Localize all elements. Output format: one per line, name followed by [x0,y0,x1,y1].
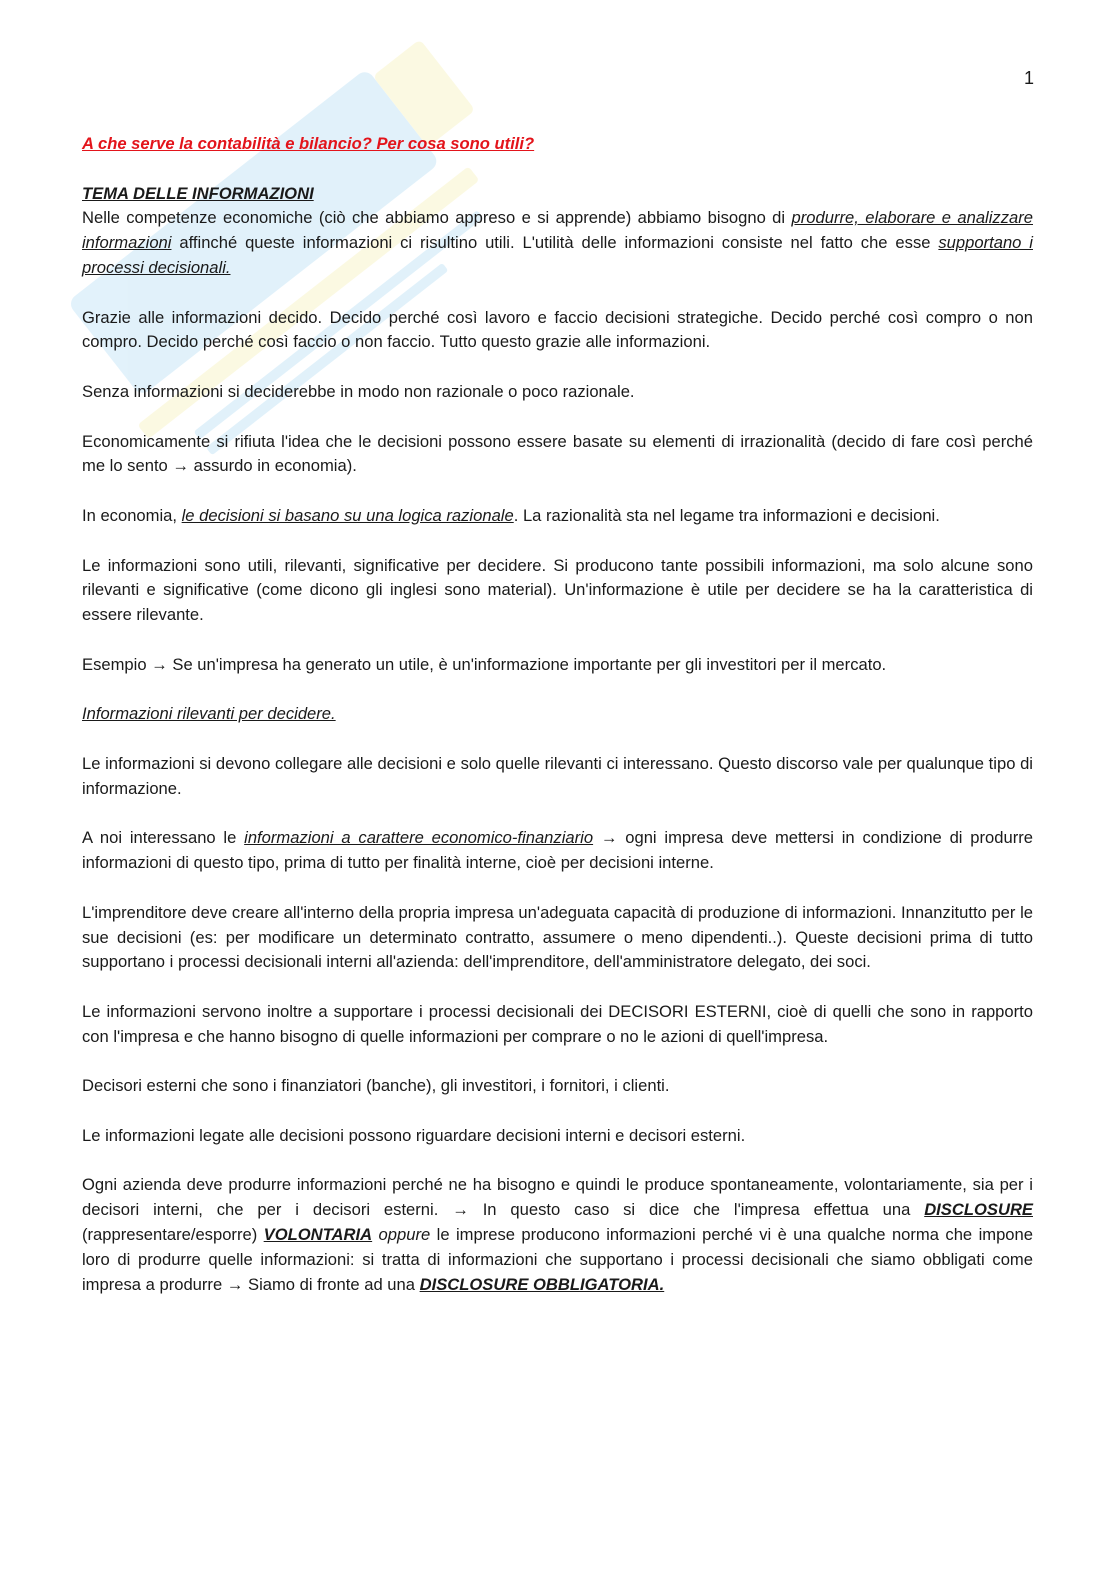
p10-text-c: → ogni impresa deve mettersi in condizione di produrre informazioni di questo tipo, prima di tutto per finalità interne, cioè per decisioni interne. [82,828,1033,873]
paragraph-11: L'imprenditore deve creare all'interno della propria impresa un'adeguata capacità di produzione di informazioni. Innanzitutto per le sue decisioni (es: per modificare un determinato contratto, assumere o meno dipendenti..). Queste decisioni prima di tutto supportano i processi decisionali interni all'azienda: dell'imprenditore, dell'amministratore delegato, dei soci. [82,902,1033,972]
p8-emphasis: Informazioni rilevanti per decidere. [82,704,336,724]
p15-volontaria-term: VOLONTARIA [263,1225,373,1245]
paragraph-10 [82,826,1033,876]
p10-emphasis-b: informazioni a carattere economico-finanziario [244,828,594,848]
p5-emphasis-b: le decisioni si basano su una logica razionale [181,505,514,525]
p10-text-a: A noi interessano le [82,828,245,848]
paragraph-15 [82,1173,1033,1297]
p15-disclosure-term: DISCLOSURE [924,1200,1033,1220]
paragraph-8 [82,702,1033,727]
p15-obbligatoria-term: DISCLOSURE OBBLIGATORIA. [419,1274,665,1294]
page-number: 1 [1023,68,1034,88]
p5-text-a: In economia, [82,505,182,525]
p15-text-f: le imprese producono informazioni perché vi è una qualche norma che impone loro di produrre quelle informazioni: si tratta di informazioni che supportano i processi decisionali che siamo obbligati come impresa a produrre → Siamo di fronte ad una [82,1225,1033,1294]
paragraph-7: Esempio → Se un'impresa ha generato un utile, è un'informazione importante per gli investitori per il mercato. [82,654,887,674]
paragraph-9: Le informazioni si devono collegare alle decisioni e solo quelle rilevanti ci interessano. Questo discorso vale per qualunque tipo di informazione. [82,753,1033,798]
p15-text-c: (rappresentare/esporre) [82,1225,264,1245]
p1-text-a: Nelle competenze economiche (ciò che abbiamo appreso e si apprende) abbiamo bisogno di [82,208,792,228]
paragraph-6: Le informazioni sono utili, rilevanti, significative per decidere. Si producono tante possibili informazioni, ma solo alcune sono rilevanti e significative (come dicono gli inglesi sono material). Un'informazione è utile per decidere se ha la caratteristica di essere rilevante. [82,555,1033,625]
paragraph-1 [82,206,1033,280]
section-heading-text: TEMA DELLE INFORMAZIONI [82,183,314,203]
document-title-text: A che serve la contabilità e bilancio? Per cosa sono utili? [82,134,535,153]
document-body [82,132,1033,1297]
p15-oppure: oppure [372,1225,431,1245]
paragraph-13: Decisori esterni che sono i finanziatori (banche), gli investitori, i fornitori, i clienti. [82,1076,670,1096]
section-heading [82,182,1033,207]
p5-text-c: . La razionalità sta nel legame tra informazioni e decisioni. [513,505,940,525]
paragraph-2: Grazie alle informazioni decido. Decido perché così lavoro e faccio decisioni strategiche. Decido perché così compro o non compro. Decido perché così faccio o non faccio. Tutto questo grazie alle informazioni. [82,307,1033,352]
paragraph-14: Le informazioni legate alle decisioni possono riguardare decisioni interni e decisori esterni. [82,1125,746,1145]
p1-emphasis-b: produrre, elaborare e analizzare informazioni [82,208,1033,253]
paragraph-4: Economicamente si rifiuta l'idea che le decisioni possono essere basate su elementi di irrazionalità (decido di fare così perché me lo sento → assurdo in economia). [82,431,1033,476]
paragraph-3: Senza informazioni si deciderebbe in modo non razionale o poco razionale. [82,381,635,401]
document-title [82,132,1033,157]
paragraph-12: Le informazioni servono inoltre a supportare i processi decisionali dei DECISORI ESTERNI, cioè di quelli che sono in rapporto con l'impresa e che hanno bisogno di quelle informazioni per comprare o no le azioni di quell'impresa. [82,1001,1033,1046]
p15-text-a: Ogni azienda deve produrre informazioni perché ne ha bisogno e quindi le produce spontaneamente, volontariamente, sia per i decisori interni, che per i decisori esterni. → In questo caso si dice che l'impresa effettua una [82,1175,1033,1220]
paragraph-5 [82,504,1033,529]
p1-emphasis-d: supportano i processi decisionali. [82,233,1033,277]
p1-text-c: affinché queste informazioni ci risultino utili. L'utilità delle informazioni consiste nel fatto che esse [171,233,939,253]
